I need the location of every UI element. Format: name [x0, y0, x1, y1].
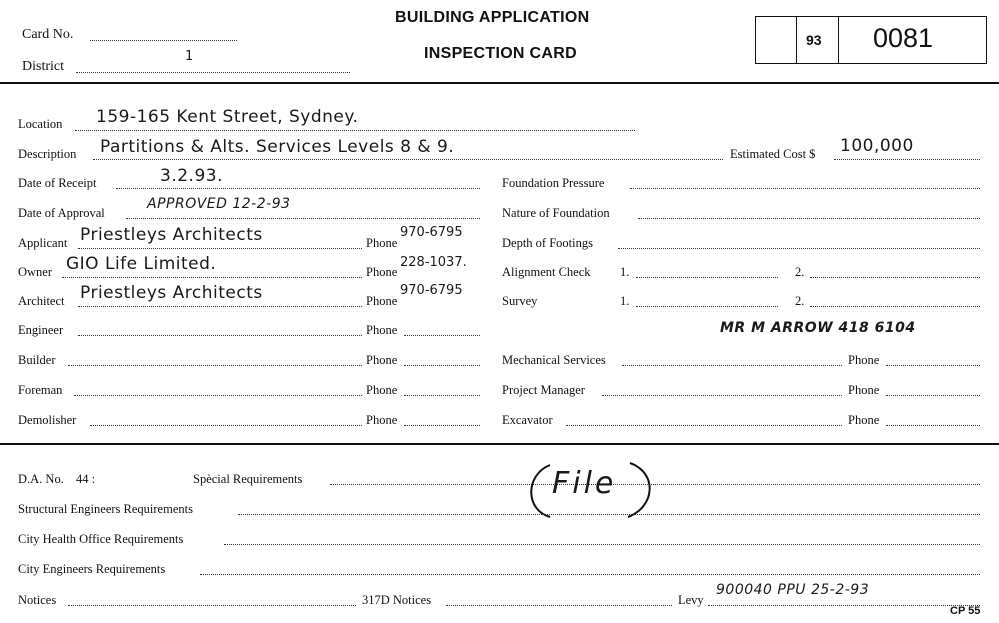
owner-line[interactable] [62, 277, 362, 278]
owner-value: GIO Life Limited. [66, 254, 217, 274]
builder-label: Builder [18, 353, 56, 367]
alignment-check-2-line[interactable] [810, 277, 980, 278]
form-code: CP 55 [950, 605, 981, 617]
header-divider [0, 82, 999, 84]
engineer-phone-line[interactable] [404, 335, 480, 336]
date-of-approval-label: Date of Approval [18, 206, 105, 220]
district-label: District [22, 59, 64, 74]
mechanical-services-line[interactable] [622, 365, 842, 366]
applicant-line[interactable] [78, 248, 362, 249]
da-no-value: 44 : [76, 472, 96, 486]
description-label: Description [18, 147, 77, 161]
applicant-phone-label: Phone [366, 236, 398, 250]
nature-of-foundation-line[interactable] [638, 218, 980, 219]
excavator-phone-line[interactable] [886, 425, 980, 426]
handwritten-note: MR M ARROW 418 6104 [720, 320, 916, 336]
foreman-phone-line[interactable] [404, 395, 480, 396]
date-of-approval-value: APPROVED 12-2-93 [147, 196, 291, 212]
foundation-pressure-label: Foundation Pressure [502, 176, 605, 190]
applicant-value: Priestleys Architects [80, 225, 263, 245]
engineer-label: Engineer [18, 323, 64, 337]
city-engineers-label: City Engineers Requirements [18, 562, 166, 576]
special-requirements-label: Spècial Requirements [193, 472, 303, 486]
engineer-phone-label: Phone [366, 323, 398, 337]
demolisher-label: Demolisher [18, 413, 77, 427]
architect-value: Priestleys Architects [80, 283, 263, 303]
foreman-line[interactable] [74, 395, 362, 396]
mechanical-services-phone-label: Phone [848, 353, 880, 367]
levy-line[interactable] [708, 605, 980, 606]
file-stamp-left-bracket [531, 465, 550, 517]
project-manager-phone-line[interactable] [886, 395, 980, 396]
demolisher-phone-line[interactable] [404, 425, 480, 426]
builder-line[interactable] [68, 365, 362, 366]
location-line[interactable] [75, 130, 635, 131]
excavator-phone-label: Phone [848, 413, 880, 427]
demolisher-phone-label: Phone [366, 413, 398, 427]
location-value: 159-165 Kent Street, Sydney. [96, 107, 359, 127]
card-no-line[interactable] [90, 40, 237, 41]
notices-317d-line[interactable] [446, 605, 672, 606]
description-value: Partitions & Alts. Services Levels 8 & 9. [100, 137, 455, 157]
applicant-label: Applicant [18, 236, 68, 250]
foreman-label: Foreman [18, 383, 63, 397]
project-manager-phone-label: Phone [848, 383, 880, 397]
da-no-label: D.A. No. [18, 472, 64, 486]
levy-label: Levy [678, 593, 704, 607]
alignment-check-label: Alignment Check [502, 265, 591, 279]
applicant-phone-value: 970-6795 [400, 225, 463, 240]
city-health-label: City Health Office Requirements [18, 532, 184, 546]
district-line[interactable] [76, 72, 350, 73]
file-stamp-text: File [552, 466, 617, 501]
alignment-check-1-line[interactable] [636, 277, 778, 278]
survey-2-line[interactable] [810, 306, 980, 307]
city-health-line[interactable] [224, 544, 980, 545]
alignment-check-1-label: 1. [620, 265, 630, 279]
date-of-receipt-label: Date of Receipt [18, 176, 97, 190]
location-label: Location [18, 117, 63, 131]
architect-phone-value: 970-6795 [400, 283, 463, 298]
architect-line[interactable] [78, 306, 362, 307]
owner-phone-label: Phone [366, 265, 398, 279]
file-stamp-right-bracket [628, 463, 650, 517]
year-code: 93 [806, 32, 822, 48]
depth-of-footings-label: Depth of Footings [502, 236, 593, 250]
city-engineers-line[interactable] [200, 574, 980, 575]
card-number-box [755, 16, 987, 64]
date-of-receipt-value: 3.2.93. [160, 166, 223, 186]
card-number: 0081 [873, 23, 934, 53]
structural-engineers-line[interactable] [238, 514, 980, 515]
owner-label: Owner [18, 265, 53, 279]
levy-value: 900040 PPU 25-2-93 [716, 582, 870, 598]
engineer-line[interactable] [78, 335, 362, 336]
project-manager-line[interactable] [602, 395, 842, 396]
estimated-cost-value: 100,000 [840, 136, 914, 156]
district-value: 1 [185, 49, 194, 64]
mechanical-services-label: Mechanical Services [502, 353, 606, 367]
survey-label: Survey [502, 294, 538, 308]
section-divider [0, 443, 999, 445]
demolisher-line[interactable] [90, 425, 362, 426]
structural-engineers-label: Structural Engineers Requirements [18, 502, 193, 516]
date-of-approval-line[interactable] [126, 218, 480, 219]
excavator-label: Excavator [502, 413, 553, 427]
survey-2-label: 2. [795, 294, 805, 308]
mechanical-services-phone-line[interactable] [886, 365, 980, 366]
card-no-label: Card No. [22, 27, 74, 42]
notices-line[interactable] [68, 605, 356, 606]
architect-label: Architect [18, 294, 65, 308]
excavator-line[interactable] [566, 425, 842, 426]
form-title-line2: INSPECTION CARD [424, 45, 577, 62]
estimated-cost-label: Estimated Cost $ [730, 147, 816, 161]
project-manager-label: Project Manager [502, 383, 585, 397]
architect-phone-label: Phone [366, 294, 398, 308]
builder-phone-label: Phone [366, 353, 398, 367]
notices-317d-label: 317D Notices [362, 593, 432, 607]
survey-1-line[interactable] [636, 306, 778, 307]
nature-of-foundation-label: Nature of Foundation [502, 206, 610, 220]
builder-phone-line[interactable] [404, 365, 480, 366]
alignment-check-2-label: 2. [795, 265, 805, 279]
foreman-phone-label: Phone [366, 383, 398, 397]
date-of-receipt-line[interactable] [116, 188, 480, 189]
survey-1-label: 1. [620, 294, 630, 308]
notices-label: Notices [18, 593, 57, 607]
owner-phone-value: 228-1037. [400, 255, 467, 270]
depth-of-footings-line[interactable] [618, 248, 980, 249]
form-title-line1: BUILDING APPLICATION [395, 9, 590, 26]
foundation-pressure-line[interactable] [630, 188, 980, 189]
description-line[interactable] [93, 159, 723, 160]
estimated-cost-line[interactable] [834, 159, 980, 160]
